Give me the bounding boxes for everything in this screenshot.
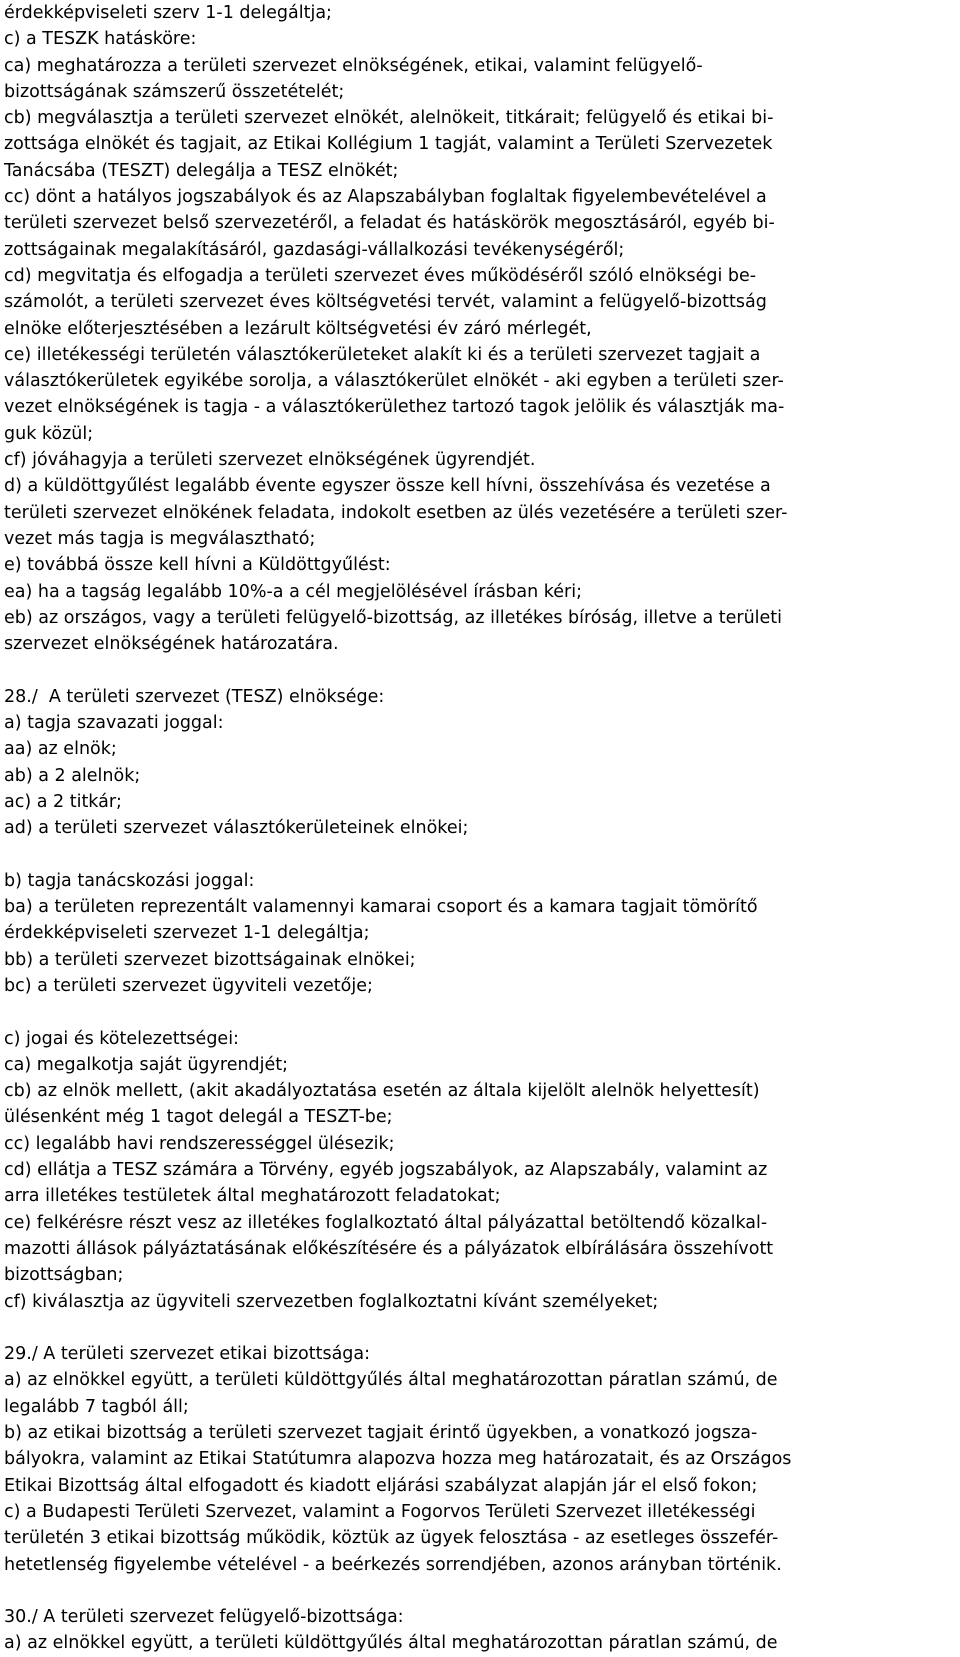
text-line: területén 3 etikai bizottság működik, köztük az ügyek felosztása - az esetleges összefér- — [4, 1528, 779, 1549]
blank-line — [4, 1578, 954, 1604]
text-line: legalább 7 tagból áll; — [4, 1396, 189, 1417]
blank-line — [4, 657, 954, 683]
text-line: c) a Budapesti Területi Szervezet, valamint a Fogorvos Területi Szervezet illetékességi — [4, 1501, 756, 1522]
text-line: Tanácsába (TESZT) delegálja a TESZ elnökét; — [4, 160, 399, 181]
text-line: cf) kiválasztja az ügyviteli szervezetben foglalkoztatni kívánt személyeket; — [4, 1291, 659, 1312]
text-line: területi szervezet elnökének feladata, indokolt esetben az ülés vezetésére a területi szer- — [4, 502, 788, 523]
text-line: guk közül; — [4, 423, 94, 444]
text-line: 29./ A területi szervezet etikai bizottsága: — [4, 1344, 371, 1365]
text-line: cc) dönt a hatályos jogszabályok és az Alapszabályban foglaltak figyelembevételével a — [4, 187, 767, 208]
text-line: a) az elnökkel együtt, a területi küldöttgyűlés által meghatározottan páratlan számú, de — [4, 1633, 778, 1654]
text-line: bályokra, valamint az Etikai Statútumra alapozva hozza meg határozatait, és az Országos — [4, 1449, 792, 1470]
text-line: vezet más tagja is megválasztható; — [4, 528, 316, 549]
text-line: ad) a területi szervezet választókerületeinek elnökei; — [4, 818, 469, 839]
text-line: a) tagja szavazati joggal: — [4, 713, 224, 734]
text-line: mazotti állások pályáztatásának előkészítésére és a pályázatok elbírálására összehívott — [4, 1238, 774, 1259]
text-line: vezet elnökségének is tagja - a választókerülethez tartozó tagok jelölik és választják ma- — [4, 397, 785, 418]
text-line: számolót, a területi szervezet éves költségvetési tervét, valamint a felügyelő-bizottság — [4, 292, 767, 313]
text-line: ba) a területen reprezentált valamennyi kamarai csoport és a kamara tagjait tömörítő — [4, 897, 758, 918]
text-line: b) tagja tanácskozási joggal: — [4, 870, 255, 891]
text-line: választókerületek egyikébe sorolja, a választókerület elnökét - aki egyben a területi szer- — [4, 371, 784, 392]
blank-line — [4, 1315, 954, 1341]
text-line: ea) ha a tagság legalább 10%-a a cél megjelölésével írásban kéri; — [4, 581, 582, 602]
text-line: a) az elnökkel együtt, a területi küldöttgyűlés által meghatározottan páratlan számú, de — [4, 1370, 778, 1391]
text-line: b) az etikai bizottság a területi szervezet tagjait érintő ügyekben, a vonatkozó jogsza- — [4, 1423, 758, 1444]
text-line: aa) az elnök; — [4, 739, 117, 760]
text-line: ce) illetékességi területén választókerületeket alakít ki és a területi szervezet tagjait a — [4, 344, 761, 365]
text-line: cd) megvitatja és elfogadja a területi szervezet éves működéséről szóló elnökségi be- — [4, 265, 757, 286]
text-line: ca) meghatározza a területi szervezet elnökségének, etikai, valamint felügyelő- — [4, 55, 703, 76]
text-line: ca) megalkotja saját ügyrendjét; — [4, 1054, 289, 1075]
text-line: cd) ellátja a TESZ számára a Törvény, egyéb jogszabályok, az Alapszabály, valamint az — [4, 1160, 768, 1181]
document-page — [4, 0, 954, 1657]
text-line: bizottságban; — [4, 1265, 124, 1286]
text-line: eb) az országos, vagy a területi felügyelő-bizottság, az illetékes bíróság, illetve a területi — [4, 607, 783, 628]
text-line: arra illetékes testületek által meghatározott feladatokat; — [4, 1186, 501, 1207]
text-line: 28./ A területi szervezet (TESZ) elnöksége: — [4, 686, 385, 707]
blank-line — [4, 999, 954, 1025]
document-body — [4, 0, 954, 1657]
text-line: Etikai Bizottság által elfogadott és kiadott eljárási szabályzat alapján jár el első fokon; — [4, 1475, 758, 1496]
text-line: szervezet elnökségének határozatára. — [4, 634, 339, 655]
text-line: területi szervezet belső szervezetéről, a feladat és hatáskörök megosztásáról, egyéb bi- — [4, 213, 775, 234]
text-line: ab) a 2 alelnök; — [4, 765, 141, 786]
text-line: ülésenként még 1 tagot delegál a TESZT-be; — [4, 1107, 393, 1128]
text-line: cf) jóváhagyja a területi szervezet elnökségének ügyrendjét. — [4, 450, 536, 471]
text-line: c) jogai és kötelezettségei: — [4, 1028, 239, 1049]
text-line: ce) felkérésre részt vesz az illetékes foglalkoztató által pályázattal betöltendő közalkal- — [4, 1212, 768, 1233]
text-line: érdekképviseleti szervezet 1-1 delegáltja; — [4, 923, 370, 944]
text-line: cc) legalább havi rendszerességgel ülésezik; — [4, 1133, 395, 1154]
text-line: elnöke előterjesztésében a lezárult költségvetési év záró mérlegét, — [4, 318, 592, 339]
text-line: bb) a területi szervezet bizottságainak elnökei; — [4, 949, 416, 970]
text-line: 30./ A területi szervezet felügyelő-bizottsága: — [4, 1607, 404, 1628]
text-line: érdekképviseleti szerv 1-1 delegáltja; — [4, 3, 332, 23]
text-line: d) a küldöttgyűlést legalább évente egyszer össze kell hívni, összehívása és vezetése a — [4, 476, 771, 497]
text-line: cb) az elnök mellett, (akit akadályoztatása esetén az általa kijelölt alelnök helyettesít) — [4, 1081, 760, 1102]
text-line: bc) a területi szervezet ügyviteli vezetője; — [4, 975, 373, 996]
text-line: zottsága elnökét és tagjait, az Etikai Kollégium 1 tagját, valamint a Területi Szervezetek — [4, 134, 773, 155]
text-line: e) továbbá össze kell hívni a Küldöttgyűlést: — [4, 555, 391, 576]
text-line: ac) a 2 titkár; — [4, 791, 122, 812]
text-line: c) a TESZK hatásköre: — [4, 29, 197, 50]
text-line: hetetlenség figyelembe vételével - a beérkezés sorrendjében, azonos arányban történik. — [4, 1554, 782, 1575]
blank-line — [4, 842, 954, 868]
text-line: bizottságának számszerű összetételét; — [4, 81, 345, 102]
text-line: cb) megválasztja a területi szervezet elnökét, alelnökeit, titkárait; felügyelő és etikai bi- — [4, 108, 774, 129]
text-line: zottságainak megalakításáról, gazdasági-vállalkozási tevékenységéről; — [4, 239, 625, 260]
